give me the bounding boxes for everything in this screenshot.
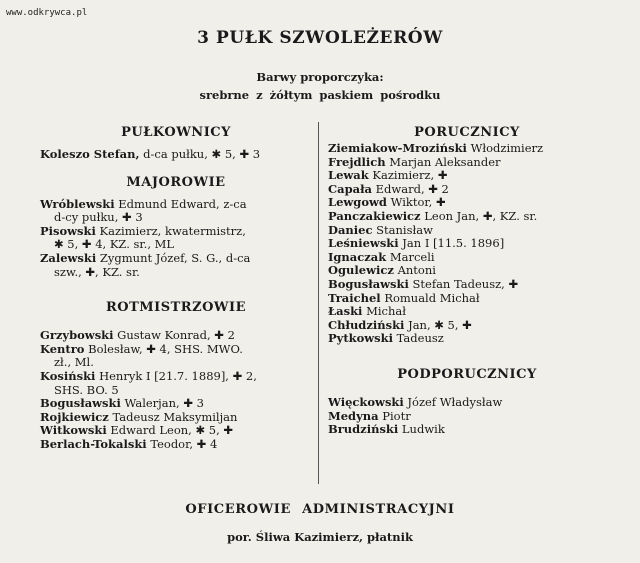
list-item xyxy=(328,278,606,292)
officer-name: Frejdlich xyxy=(328,154,386,169)
list-item xyxy=(328,305,606,319)
officer-name: Capała xyxy=(328,181,372,196)
officer-name: Więckowski xyxy=(328,394,404,409)
list-item xyxy=(40,343,312,370)
officer-name: Pisowski xyxy=(40,223,96,238)
officer-details: Józef Władysław xyxy=(407,394,503,409)
officer-details: Henryk I [21.7. 1889], ✚ 2, xyxy=(99,368,257,383)
page-title: 3 PUŁK SZWOLEŻERÓW xyxy=(197,28,443,48)
officer-details: Kazimierz, ✚ xyxy=(372,168,448,183)
heading-podporucznicy: PODPORUCZNICY xyxy=(397,366,537,382)
officer-details: Stefan Tadeusz, ✚ xyxy=(412,276,519,291)
list-item xyxy=(328,292,606,306)
officer-details-cont: szw., ✚, KZ. sr. xyxy=(54,264,140,279)
officer-name: Medyna xyxy=(328,408,379,423)
barwy-description: srebrne z żółtym paskiem pośrodku xyxy=(199,88,441,102)
list-item xyxy=(40,438,312,452)
officer-details: Stanisław xyxy=(376,222,433,237)
list-item xyxy=(328,264,606,278)
officer-details: Walerjan, ✚ 3 xyxy=(124,396,204,411)
list-item xyxy=(328,142,606,156)
officer-name: Ogulewicz xyxy=(328,263,394,278)
officer-name: Kentro xyxy=(40,341,85,356)
list-item xyxy=(328,410,606,424)
list-item xyxy=(328,169,606,183)
officer-name: Brudziński xyxy=(328,422,399,437)
officer-details: Wiktor, ✚ xyxy=(390,195,446,210)
officer-details: Marjan Aleksander xyxy=(389,154,501,169)
officers-entry: por. Śliwa Kazimierz, płatnik xyxy=(227,530,413,544)
list-item xyxy=(328,196,606,210)
officer-name: Bogusławski xyxy=(328,276,409,291)
list-item xyxy=(40,329,312,343)
officers-heading: OFICEROWIE ADMINISTRACYJNI xyxy=(185,502,455,517)
officer-details: Ludwik xyxy=(401,422,445,437)
officer-details: Piotr xyxy=(382,408,411,423)
list-item xyxy=(40,397,312,411)
officer-name: Wróblewski xyxy=(40,196,115,211)
officer-name: Chłudziński xyxy=(328,317,405,332)
heading-majorowie: MAJOROWIE xyxy=(126,174,226,190)
officer-details: Edward, ✚ 2 xyxy=(375,181,449,196)
officer-details-cont: zł., Ml. xyxy=(54,355,94,370)
officer-name: Ziemiakow-Mroziński xyxy=(328,141,467,155)
officer-details: Teodor, ✚ 4 xyxy=(150,436,218,451)
officer-details-cont: ✱ 5, ✚ 4, KZ. sr., ML xyxy=(54,237,175,252)
barwy-label: Barwy proporczyka: xyxy=(256,70,384,84)
officer-name: Lewgowd xyxy=(328,195,387,210)
officer-name: Leśniewski xyxy=(328,236,399,251)
heading-rotmistrzowie: ROTMISTRZOWIE xyxy=(105,300,247,316)
heading-pulkownicy: PUŁKOWNICY xyxy=(121,125,231,140)
officer-name: Ignaczak xyxy=(328,249,387,264)
officer-name: Koleszo Stefan, xyxy=(40,147,140,161)
officer-name: Bogusławski xyxy=(40,396,121,411)
officer-details: Antoni xyxy=(397,263,436,278)
officer-name: Zalewski xyxy=(40,250,97,265)
list-item xyxy=(328,319,606,333)
officer-name: Lewak xyxy=(328,168,369,183)
list-item xyxy=(328,224,606,238)
list-item xyxy=(328,183,606,197)
left-column xyxy=(40,124,312,452)
officer-name: Traichel xyxy=(328,290,381,305)
officer-name: Łaski xyxy=(328,304,363,319)
officer-details: Gustaw Konrad, ✚ 2 xyxy=(117,328,235,343)
list-item xyxy=(40,148,312,162)
officer-name: Kosiński xyxy=(40,368,96,383)
officer-details: Bolesław, ✚ 4, SHS. MWO. xyxy=(88,341,243,356)
list-item xyxy=(40,225,312,252)
officer-name: Panczakiewicz xyxy=(328,208,421,223)
officer-details: Kazimierz, kwatermistrz, xyxy=(99,223,246,238)
officer-name: Daniec xyxy=(328,222,373,237)
officer-details-cont: SHS. BO. 5 xyxy=(54,382,119,397)
officer-details: Włodzimierz xyxy=(470,141,544,155)
list-item xyxy=(40,370,312,397)
officer-name: Witkowski xyxy=(40,423,107,438)
officer-details: Marceli xyxy=(389,249,435,264)
officer-name: Grzybowski xyxy=(40,328,114,343)
officer-details: Edward Leon, ✱ 5, ✚ xyxy=(110,423,234,438)
list-item xyxy=(40,411,312,425)
list-item xyxy=(328,237,606,251)
officer-name: Berlach-Tokalski xyxy=(40,436,147,451)
officer-details: Jan, ✱ 5, ✚ xyxy=(408,317,472,332)
officer-details: Romuald Michał xyxy=(384,290,480,305)
officer-details: Tadeusz Maksymiljan xyxy=(112,409,238,424)
list-item xyxy=(40,252,312,279)
list-item xyxy=(328,156,606,170)
column-divider xyxy=(318,122,319,484)
officer-name: Pytkowski xyxy=(328,331,393,346)
list-item xyxy=(328,332,606,346)
heading-porucznicy: PORUCZNICY xyxy=(414,125,520,140)
officer-details-cont: d-cy pułku, ✚ 3 xyxy=(54,210,143,225)
officer-details: Leon Jan, ✚, KZ. sr. xyxy=(424,208,538,223)
officer-name: Rojkiewicz xyxy=(40,409,109,424)
officer-details: d-ca pułku, ✱ 5, ✚ 3 xyxy=(143,147,261,161)
officer-details: Tadeusz xyxy=(396,331,444,346)
officer-details: Zygmunt Józef, S. G., d-ca xyxy=(99,250,251,265)
list-item xyxy=(40,198,312,225)
list-item xyxy=(328,396,606,410)
watermark: www.odkrywca.pl xyxy=(6,8,88,18)
list-item xyxy=(328,423,606,437)
list-item xyxy=(328,210,606,224)
officer-details: Jan I [11.5. 1896] xyxy=(402,236,505,251)
right-column xyxy=(328,124,606,437)
officer-details: Michał xyxy=(366,304,406,319)
list-item xyxy=(40,424,312,438)
list-item xyxy=(328,251,606,265)
officer-details: Edmund Edward, z-ca xyxy=(118,196,247,211)
